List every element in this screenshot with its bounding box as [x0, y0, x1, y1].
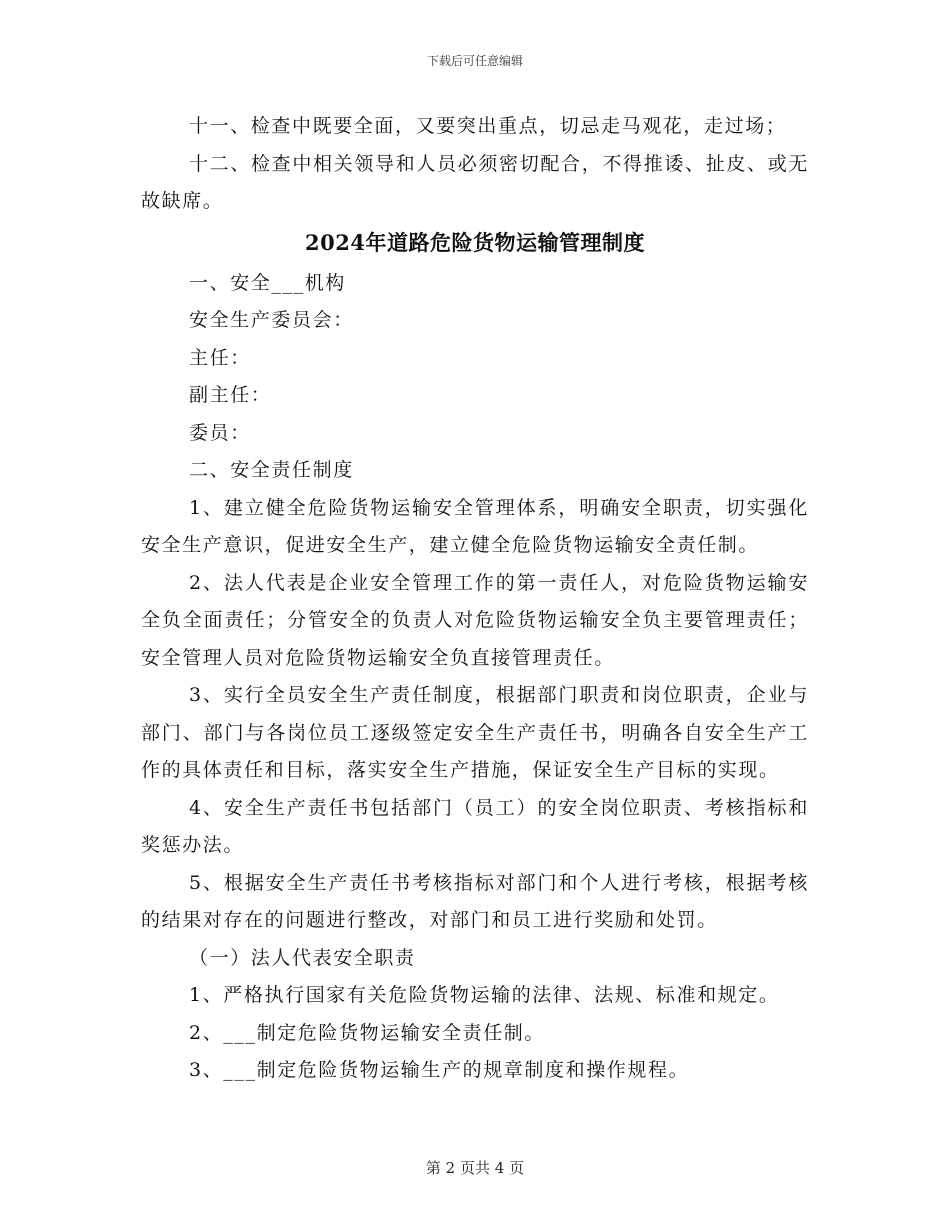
page-header: 下载后可任意编辑	[426, 54, 523, 68]
paragraph: 安全生产委员会：	[189, 309, 354, 331]
main-section	[141, 265, 809, 1090]
paragraph: 3、___制定危险货物运输生产的规章制度和操作规程。	[189, 1059, 690, 1081]
paragraph: 3、实行全员安全生产责任制度，根据部门职责和岗位职责，企业与部门、部门与各岗位员工逐级签定安全生产责任书，明确各自安全生产工作的具体责任和目标，落实安全生产措施，保证安全生产目标的实现。	[141, 684, 809, 781]
document-body	[141, 108, 809, 1090]
paragraph: 2、___制定危险货物运输安全责任制。	[189, 1021, 545, 1044]
paragraph: 2、法人代表是企业安全管理工作的第一责任人，对危险货物运输安全负全面责任；分管安全的负责人对危险货物运输安全负主要管理责任；安全管理人员对危险货物运输安全负直接管理责任。	[141, 571, 809, 669]
page-footer: 第 2 页共 4 页	[425, 1159, 525, 1177]
paragraph: 5、根据安全生产责任书考核指标对部门和个人进行考核，根据考核的结果对存在的问题进行整改，对部门和员工进行奖励和处罚。	[141, 871, 809, 931]
paragraph: 一、安全___机构	[189, 271, 346, 294]
paragraph: （一）法人代表安全职责	[189, 946, 416, 969]
paragraph: 十一、检查中既要全面，又要突出重点，切忌走马观花，走过场；	[189, 115, 787, 137]
paragraph: 副主任：	[189, 384, 272, 406]
intro-section	[141, 108, 809, 221]
paragraph: 主任：	[189, 346, 251, 369]
paragraph: 1、建立健全危险货物运输安全管理体系，明确安全职责，切实强化安全生产意识，促进安全生产，建立健全危险货物运输安全责任制。	[141, 496, 809, 556]
document-title: 2024年道路危险货物运输管理制度	[305, 229, 645, 255]
paragraph: 1、严格执行国家有关危险货物运输的法律、法规、标准和规定。	[189, 984, 780, 1006]
paragraph: 4、安全生产责任书包括部门（员工）的安全岗位职责、考核指标和奖惩办法。	[141, 796, 809, 856]
paragraph: 二、安全责任制度	[189, 459, 354, 481]
paragraph: 十二、检查中相关领导和人员必须密切配合，不得推诿、扯皮、或无故缺席。	[141, 152, 809, 212]
paragraph: 委员：	[189, 421, 251, 444]
